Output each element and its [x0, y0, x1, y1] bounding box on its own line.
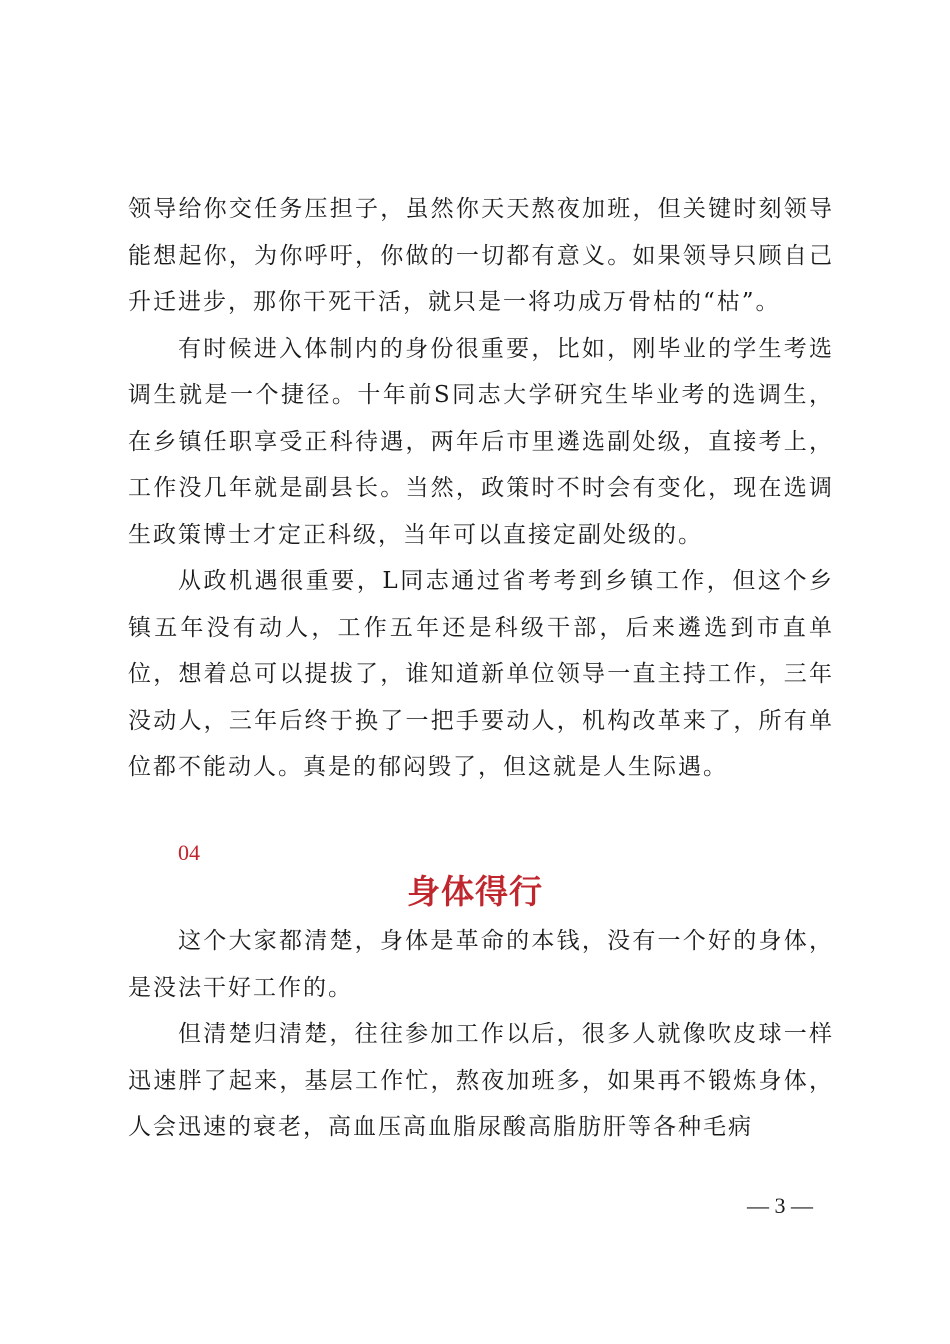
paragraph-career-opportunity: 从政机遇很重要，L同志通过省考考到乡镇工作，但这个乡镇五年没有动人，工作五年还是科级干部，后来遴选到市直单位，想着总可以提拔了，谁知道新单位领导一直主持工作，三年没动人，三年后终于换了一把手要动人，机构改革来了，所有单位都不能动人。真是的郁闷毁了，但这就是人生际遇。: [128, 568, 834, 780]
body-text-after-section: [128, 918, 834, 1151]
section-number: 04: [178, 840, 200, 865]
paragraph-health-decline: 但清楚归清楚，往往参加工作以后，很多人就像吹皮球一样迅速胖了起来，基层工作忙，熬夜加班多，如果再不锻炼身体，人会迅速的衰老，高血压高血脂尿酸高脂肪肝等各种毛病: [128, 1021, 834, 1140]
paragraph-health-basics: 这个大家都清楚，身体是革命的本钱，没有一个好的身体，是没法干好工作的。: [128, 928, 834, 1001]
body-text-before-section: [128, 186, 834, 791]
paragraph-identity-selection: 有时候进入体制内的身份很重要，比如，刚毕业的学生考选调生就是一个捷径。十年前S同志大学研究生毕业考的选调生，在乡镇任职享受正科待遇，两年后市里遴选副处级，直接考上，工作没几年就是副县长。当然，政策时不时会有变化，现在选调生政策博士才定正科级，当年可以直接定副处级的。: [128, 335, 834, 548]
section-title: 身体得行: [407, 872, 543, 911]
paragraph-leader-responsibility: 领导给你交任务压担子，虽然你天天熬夜加班，但关键时刻领导能想起你，为你呼吁，你做的一切都有意义。如果领导只顾自己升迁进步，那你干死干活，就只是一将功成万骨枯的“枯”。: [128, 196, 834, 315]
page-number: — 3 —: [747, 1193, 813, 1218]
